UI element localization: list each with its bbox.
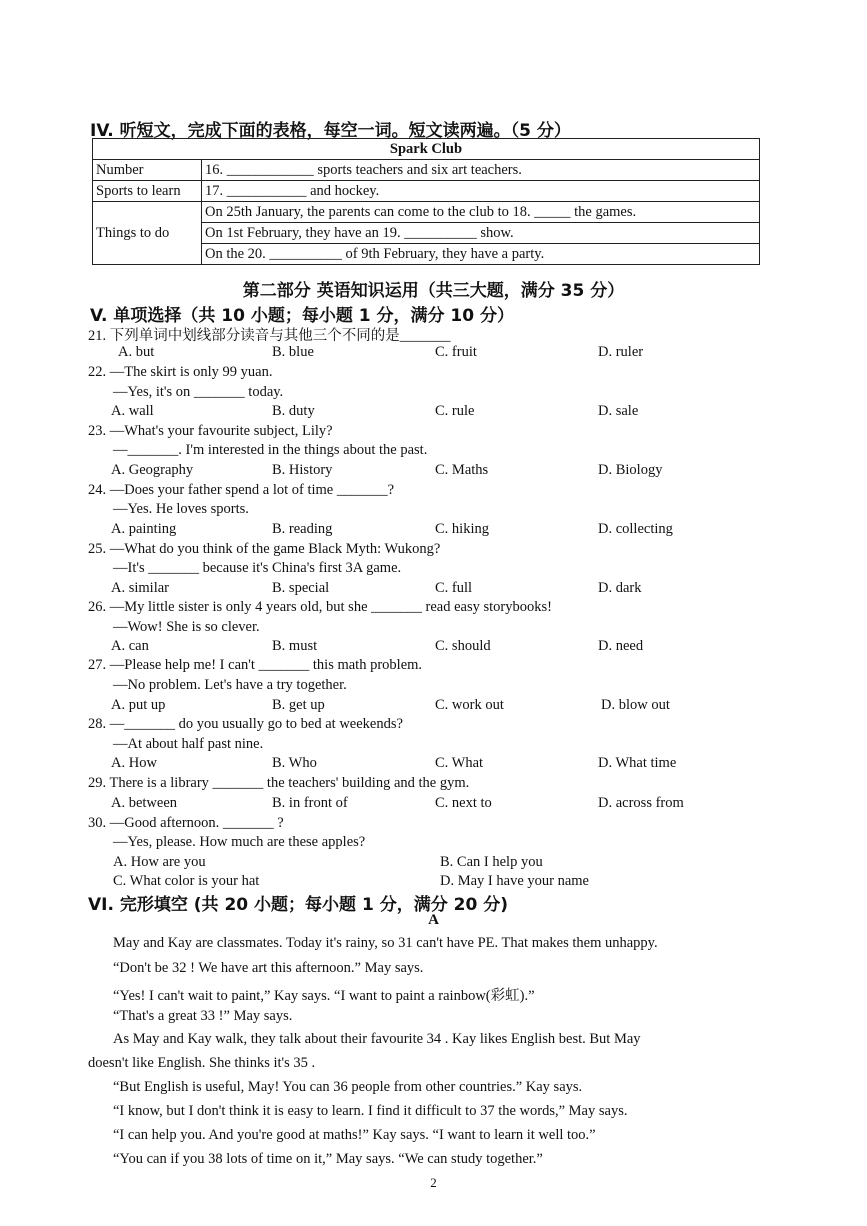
option-c: C. work out xyxy=(435,697,504,713)
option-a: A. put up xyxy=(111,697,166,713)
option-c: C. full xyxy=(435,580,473,596)
row-text-things-2: On 1st February, they have an 19. __________ show. xyxy=(202,223,760,244)
option-d: D. ruler xyxy=(598,344,644,360)
option-d: D. sale xyxy=(598,403,639,419)
table-title: Spark Club xyxy=(93,139,760,160)
question-reply: —No problem. Let's have a try together. xyxy=(113,677,347,693)
option-d: D. Biology xyxy=(598,462,663,478)
question-reply: —At about half past nine. xyxy=(113,736,264,752)
question-stem: 26. —My little sister is only 4 years old, but she _______ read easy storybooks! xyxy=(88,599,552,615)
option-a: A. Geography xyxy=(111,462,194,478)
option-c: C. Maths xyxy=(435,462,489,478)
option-b: B. Who xyxy=(272,755,317,771)
passage-line: “Yes! I can't wait to paint,” Kay says. “I want to paint a rainbow(彩虹).” xyxy=(113,988,535,1004)
option-b: B. duty xyxy=(272,403,315,419)
question-stem: 23. —What's your favourite subject, Lily? xyxy=(88,423,333,439)
row-text-number: 16. ____________ sports teachers and six art teachers. xyxy=(202,160,760,181)
option-d: D. May I have your name xyxy=(440,873,589,889)
option-d: D. What time xyxy=(598,755,677,771)
passage-line: “I know, but I don't think it is easy to learn. I find it difficult to 37 the words,” May says. xyxy=(113,1103,628,1119)
option-b: B. must xyxy=(272,638,318,654)
option-c: C. hiking xyxy=(435,521,489,537)
option-c: C. What color is your hat xyxy=(113,873,260,889)
row-label-things: Things to do xyxy=(93,202,202,265)
passage-line: May and Kay are classmates. Today it's rainy, so 31 can't have PE. That makes them unhappy. xyxy=(113,935,658,951)
option-a: A. painting xyxy=(111,521,177,537)
part-2-heading: 第二部分 英语知识运用（共三大题，满分 35 分） xyxy=(242,281,625,301)
option-a: A. similar xyxy=(111,580,169,596)
page-number: 2 xyxy=(430,1175,437,1190)
option-d: D. collecting xyxy=(598,521,673,537)
option-c: C. should xyxy=(435,638,491,654)
option-b: B. reading xyxy=(272,521,333,537)
row-text-things-3: On the 20. __________ of 9th February, they have a party. xyxy=(202,244,760,265)
question-stem: 29. There is a library _______ the teachers' building and the gym. xyxy=(88,775,470,791)
passage-line: “I can help you. And you're good at maths!” Kay says. “I want to learn it well too.” xyxy=(113,1127,596,1143)
option-a: A. but xyxy=(118,344,155,360)
row-text-things-1: On 25th January, the parents can come to the club to 18. _____ the games. xyxy=(202,202,760,223)
spark-club-table xyxy=(92,138,760,265)
option-a: A. How xyxy=(111,755,157,771)
question-stem: 22. —The skirt is only 99 yuan. xyxy=(88,364,273,380)
option-a: A. can xyxy=(111,638,149,654)
passage-line: “You can if you 38 lots of time on it,” May says. “We can study together.” xyxy=(113,1151,543,1167)
question-stem: 25. —What do you think of the game Black Myth: Wukong? xyxy=(88,541,441,557)
option-a: A. between xyxy=(111,795,178,811)
option-c: C. rule xyxy=(435,403,475,419)
question-stem: 24. —Does your father spend a lot of time _______? xyxy=(88,482,395,498)
option-a: A. wall xyxy=(111,403,154,419)
option-a: A. How are you xyxy=(113,854,206,870)
section-5-heading: V. 单项选择（共 10 小题；每小题 1 分，满分 10 分） xyxy=(90,306,514,326)
question-reply: —Wow! She is so clever. xyxy=(113,619,260,635)
option-c: C. next to xyxy=(435,795,492,811)
row-text-sports: 17. ___________ and hockey. xyxy=(202,181,760,202)
row-label-number: Number xyxy=(93,160,202,181)
passage-line: doesn't like English. She thinks it's 35 . xyxy=(88,1055,316,1071)
passage-part-label: A xyxy=(428,912,439,928)
passage-line: “That's a great 33 !” May says. xyxy=(113,1008,293,1024)
question-reply: —It's _______ because it's China's first 3A game. xyxy=(113,560,402,576)
question-reply: —Yes, please. How much are these apples? xyxy=(113,834,366,850)
option-d: D. need xyxy=(598,638,644,654)
passage-line: “Don't be 32 ! We have art this afternoon.” May says. xyxy=(113,960,424,976)
passage-line: As May and Kay walk, they talk about their favourite 34 . Kay likes English best. But May xyxy=(113,1031,641,1047)
option-b: B. get up xyxy=(272,697,325,713)
option-b: B. Can I help you xyxy=(440,854,543,870)
row-label-sports: Sports to learn xyxy=(93,181,202,202)
option-c: C. What xyxy=(435,755,484,771)
question-reply: —_______. I'm interested in the things about the past. xyxy=(113,442,428,458)
question-stem: 28. —_______ do you usually go to bed at weekends? xyxy=(88,716,403,732)
question-reply: —Yes. He loves sports. xyxy=(113,501,249,517)
section-4-heading: IV. 听短文，完成下面的表格，每空一词。短文读两遍。（5 分） xyxy=(90,121,571,141)
question-stem: 21. 下列单词中划线部分读音与其他三个不同的是_______ xyxy=(88,328,451,344)
option-b: B. special xyxy=(272,580,330,596)
section-6-heading: VI. 完形填空 (共 20 小题；每小题 1 分，满分 20 分) xyxy=(88,895,508,915)
option-b: B. History xyxy=(272,462,333,478)
option-c: C. fruit xyxy=(435,344,477,360)
option-b: B. in front of xyxy=(272,795,348,811)
question-reply: —Yes, it's on _______ today. xyxy=(113,384,284,400)
option-d: D. blow out xyxy=(601,697,670,713)
question-stem: 30. —Good afternoon. _______ ? xyxy=(88,815,284,831)
option-d: D. across from xyxy=(598,795,684,811)
option-b: B. blue xyxy=(272,344,314,360)
passage-line: “But English is useful, May! You can 36 people from other countries.” Kay says. xyxy=(113,1079,583,1095)
option-d: D. dark xyxy=(598,580,642,596)
question-stem: 27. —Please help me! I can't _______ this math problem. xyxy=(88,657,423,673)
